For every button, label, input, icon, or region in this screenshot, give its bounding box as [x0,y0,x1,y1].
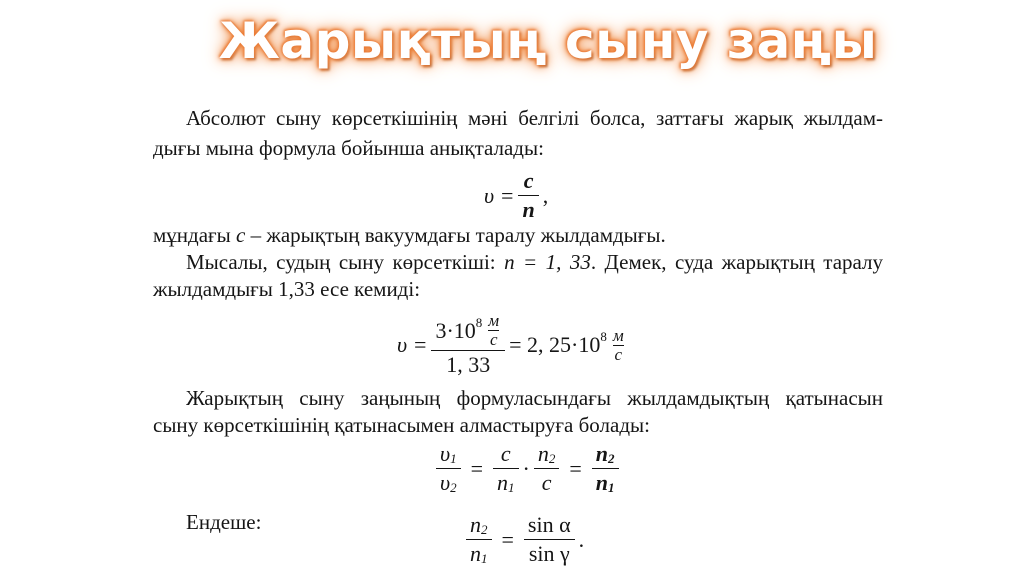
paragraph-4-line-1: Жарықтың сыну заңының формуласындағы жылдамдықтың қатынасын [186,386,883,410]
formula-water-result-unit [611,327,626,364]
n1-term [493,468,519,496]
n1-subscript: 1 [481,551,488,566]
paragraph-2-line-1 [153,223,666,247]
n2-term [592,441,619,468]
formula-water-denominator: 1, 33 [431,350,505,378]
unit-seconds: с [614,344,623,364]
n2-term [534,441,560,468]
n2-term [466,512,492,539]
formula-speed-lhs: υ = [484,182,515,208]
slide-title: Жарықтың сыну заңы [218,12,878,70]
paragraph-3-prefix: Мысалы, судың сыну көрсеткіші: [186,250,505,274]
paragraph-3-line-2: жылдамдығы 1,33 есе кемиді: [153,277,421,301]
formula-water-num-value: 3·10 [435,317,476,343]
n2-subscript: 2 [548,451,556,466]
paragraph-5-line-1: Ендеше: [186,510,262,534]
formula-ratio-n2-over-c [534,441,560,496]
n1-subscript: 1 [508,480,515,495]
n1-term [466,539,492,567]
c-symbol: c [534,468,560,496]
formula-ratio-c-over-n1 [493,441,519,496]
formula-water-numerator [431,312,505,350]
formula-speed [484,168,548,223]
formula-snell-sin-ratio [524,512,575,567]
formula-ratio-dot: · [522,455,530,481]
n2-symbol: n [470,512,481,537]
paragraph-3-line-1 [186,250,883,274]
sin-gamma: sin γ [524,539,575,567]
formula-snell: n $_2$ n $_1$ = $\frac{\text{sin α}}{\text{sin γ}}$ . [462,512,584,567]
n2-subscript: 2 [608,451,615,466]
n2-symbol: n [595,441,609,466]
unit-seconds: с [489,330,498,349]
v1-subscript: 1 [450,451,457,466]
paragraph-2-variable: c [236,223,246,247]
formula-ratio-v1 [436,441,461,468]
paragraph-3-formula: n = 1, 33 [504,250,591,274]
v1-symbol: υ [440,441,451,466]
formula-speed-denominator: n [518,195,538,223]
formula-ratio-v2 [436,468,461,496]
paragraph-1-line-1: Абсолют сыну көрсеткішінің мәні белгілі болса, заттағы жарық жылдам- [186,106,883,130]
formula-speed-numerator: c [523,168,534,193]
formula-speed-fraction [518,168,538,223]
n1-subscript: 1 [608,480,615,495]
formula-ratio-speeds [436,441,461,496]
formula-ratio-n2-over-n1 [592,441,619,496]
formula-water-result-exponent: 8 [600,329,607,344]
formula-water-result: = 2, 25·10 [509,332,601,357]
paragraph-2-suffix: – жарықтың вакуумдағы таралу жылдамдығы. [245,223,666,247]
n1-symbol: n [497,470,509,495]
formula-water-fraction [431,312,505,378]
n2-subscript: 2 [481,522,488,537]
sin-alpha: sin α [527,512,571,537]
unit-meters: м [612,325,624,345]
n2-symbol: n [537,441,549,466]
formula-water-num-exponent: 8 [475,314,483,330]
unit-meters: м [488,311,500,330]
n1-symbol: n [595,470,609,495]
n1-symbol: n [470,541,481,566]
v2-subscript: 2 [450,480,457,495]
formula-ratio: υ $_1$ υ $_2$ = c n $_1$ · n $_2$ c = n $_2$ n $_1$ [432,441,623,496]
formula-water-lhs: υ = [397,332,428,357]
formula-water-num-unit [486,312,501,349]
n1-term [592,468,619,496]
paragraph-4-line-2: сыну көрсеткішінің қатынасымен алмастыруға болады: [153,413,650,437]
paragraph-3-suffix: . Демек, суда жарықтың таралу [590,250,884,274]
v2-symbol: υ [440,470,451,495]
paragraph-1-line-2: дығы мына формула бойынша анықталады: [153,136,544,160]
formula-water-speed [397,312,626,378]
formula-snell-n-ratio [466,512,492,567]
paragraph-2-prefix: мұндағы [153,223,237,247]
formula-snell-period: . [578,526,585,552]
c-symbol: c [500,441,511,466]
formula-speed-comma: , [542,182,549,208]
